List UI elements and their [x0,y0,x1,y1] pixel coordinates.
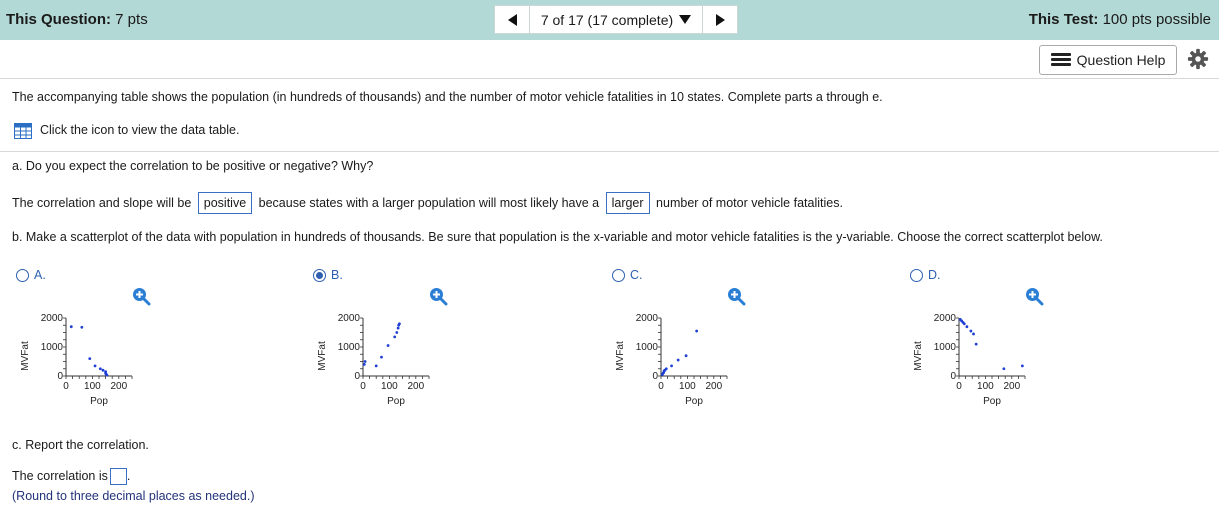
data-point [88,357,91,360]
data-point [70,325,73,328]
rounding-note: (Round to three decimal places as needed.) [12,489,255,503]
x-tick-label: 100 [84,381,101,392]
test-points [1029,11,1211,28]
data-point [685,354,688,357]
question-points-value: 7 pts [115,11,148,28]
gear-icon[interactable] [1187,48,1209,70]
x-tick-label: 200 [1003,381,1021,392]
data-point [94,364,97,367]
part-a-sentence-mid: because states with a larger population will most likely have a [258,196,600,210]
data-point [380,356,383,359]
option-b[interactable] [313,268,343,282]
data-point [665,367,668,370]
scatterplot-d-svg [913,306,1042,412]
data-point [106,374,109,377]
divider [0,151,1219,152]
y-axis-label: MVFat [317,341,328,371]
part-b-prompt: b. Make a scatterplot of the data with population in hundreds of thousands. Be sure that population is the x-variable and motor vehicle fatalities is the y-variable. Choose the correct scatterplot below. [12,230,1103,244]
data-table-icon[interactable] [14,123,32,139]
zoom-in-icon[interactable] [1024,286,1044,306]
y-tick-label: 1000 [933,342,956,353]
question-select-dropdown[interactable] [530,5,702,34]
data-point [387,344,390,347]
data-point [99,367,102,370]
option-d[interactable] [910,268,941,282]
data-point [364,360,367,363]
y-axis-label: MVFat [20,341,31,371]
scatterplot-c-svg [615,306,744,412]
option-c-radio[interactable] [612,269,625,282]
test-points-value: 100 pts possible [1102,11,1211,28]
zoom-in-icon[interactable] [428,286,448,306]
y-tick-label: 2000 [40,313,63,324]
x-axis-label: Pop [685,396,703,407]
x-axis-label: Pop [387,396,405,407]
question-intro: The accompanying table shows the population (in hundreds of thousands) and the number of motor vehicle fatalities in 10 states. Complete parts a through e. [12,90,883,104]
y-tick-label: 0 [652,371,658,382]
data-point [670,364,673,367]
test-points-label: This Test: [1028,11,1099,28]
data-point [1002,367,1005,370]
option-b-radio[interactable] [313,269,326,282]
next-question-button[interactable] [702,5,738,34]
y-tick-label: 2000 [635,313,658,324]
data-point [963,322,966,325]
x-tick-label: 100 [381,381,398,392]
data-point [397,327,400,330]
y-tick-label: 2000 [337,313,360,324]
arrow-left-icon [508,14,517,26]
part-c-answer-prefix: The correlation is [12,468,108,483]
question-points-label: This Question: [6,11,111,28]
arrow-right-icon [716,14,725,26]
y-tick-label: 0 [57,371,63,382]
option-d-radio[interactable] [910,269,923,282]
part-a-prompt: a. Do you expect the correlation to be positive or negative? Why? [12,159,374,173]
data-point [969,330,972,333]
scatterplot-d [913,306,1042,412]
previous-question-button[interactable] [494,5,530,34]
data-point [966,325,969,328]
x-tick-label: 0 [658,381,664,392]
part-c-prompt: c. Report the correlation. [12,438,149,452]
correlation-sign-answer[interactable]: positive [198,192,252,214]
data-point [393,335,396,338]
data-point [398,322,401,325]
scatterplot-c [615,306,744,412]
data-point [975,343,978,346]
y-axis-label: MVFat [913,341,924,371]
question-position-text: 7 of 17 (17 complete) [540,11,674,28]
divider [0,78,1219,79]
y-tick-label: 0 [950,371,956,382]
part-c-answer-line [12,468,130,485]
option-b-label: B. [331,268,343,282]
scatterplot-a [20,306,149,412]
question-points [6,11,148,28]
correlation-input[interactable] [110,468,127,485]
x-tick-label: 100 [977,381,994,392]
scatterplot-b [317,306,446,412]
scatterplot-b-svg [317,306,446,412]
part-a-sentence-end: number of motor vehicle fatalities. [656,196,843,210]
y-tick-label: 1000 [40,342,63,353]
x-tick-label: 0 [63,381,69,392]
option-a-radio[interactable] [16,269,29,282]
x-tick-label: 200 [705,381,723,392]
part-a-answer-sentence [12,192,843,214]
caret-down-icon [679,15,691,24]
data-point [395,331,398,334]
data-point [677,359,680,362]
x-axis-label: Pop [90,396,108,407]
option-a[interactable] [16,268,46,282]
zoom-in-icon[interactable] [726,286,746,306]
scatterplot-a-svg [20,306,149,412]
x-tick-label: 0 [956,381,962,392]
question-help-button[interactable] [1039,45,1177,75]
data-point [1021,364,1024,367]
list-icon [1051,53,1071,67]
data-point [375,364,378,367]
option-a-label: A. [34,268,46,282]
part-a-sentence-start: The correlation and slope will be [12,196,192,210]
y-tick-label: 2000 [933,313,956,324]
data-point [102,369,105,372]
data-point [363,363,366,366]
fatalities-size-answer[interactable]: larger [606,192,650,214]
x-axis-label: Pop [983,396,1001,407]
selected-dot [316,272,323,279]
data-point [972,333,975,336]
question-help-label: Question Help [1076,52,1166,68]
x-tick-label: 200 [110,381,128,392]
y-tick-label: 1000 [337,342,360,353]
x-tick-label: 0 [360,381,366,392]
y-tick-label: 1000 [635,342,658,353]
option-d-label: D. [928,268,941,282]
data-point [695,330,698,333]
y-axis-label: MVFat [615,341,626,371]
part-c-answer-suffix: . [126,468,131,483]
x-tick-label: 200 [407,381,425,392]
data-table-link[interactable]: Click the icon to view the data table. [40,123,240,137]
data-point [80,326,83,329]
y-tick-label: 0 [354,371,360,382]
option-c[interactable] [612,268,643,282]
question-navigator [494,5,738,34]
x-tick-label: 100 [679,381,696,392]
top-bar [0,0,1219,40]
option-c-label: C. [630,268,643,282]
zoom-in-icon[interactable] [131,286,151,306]
